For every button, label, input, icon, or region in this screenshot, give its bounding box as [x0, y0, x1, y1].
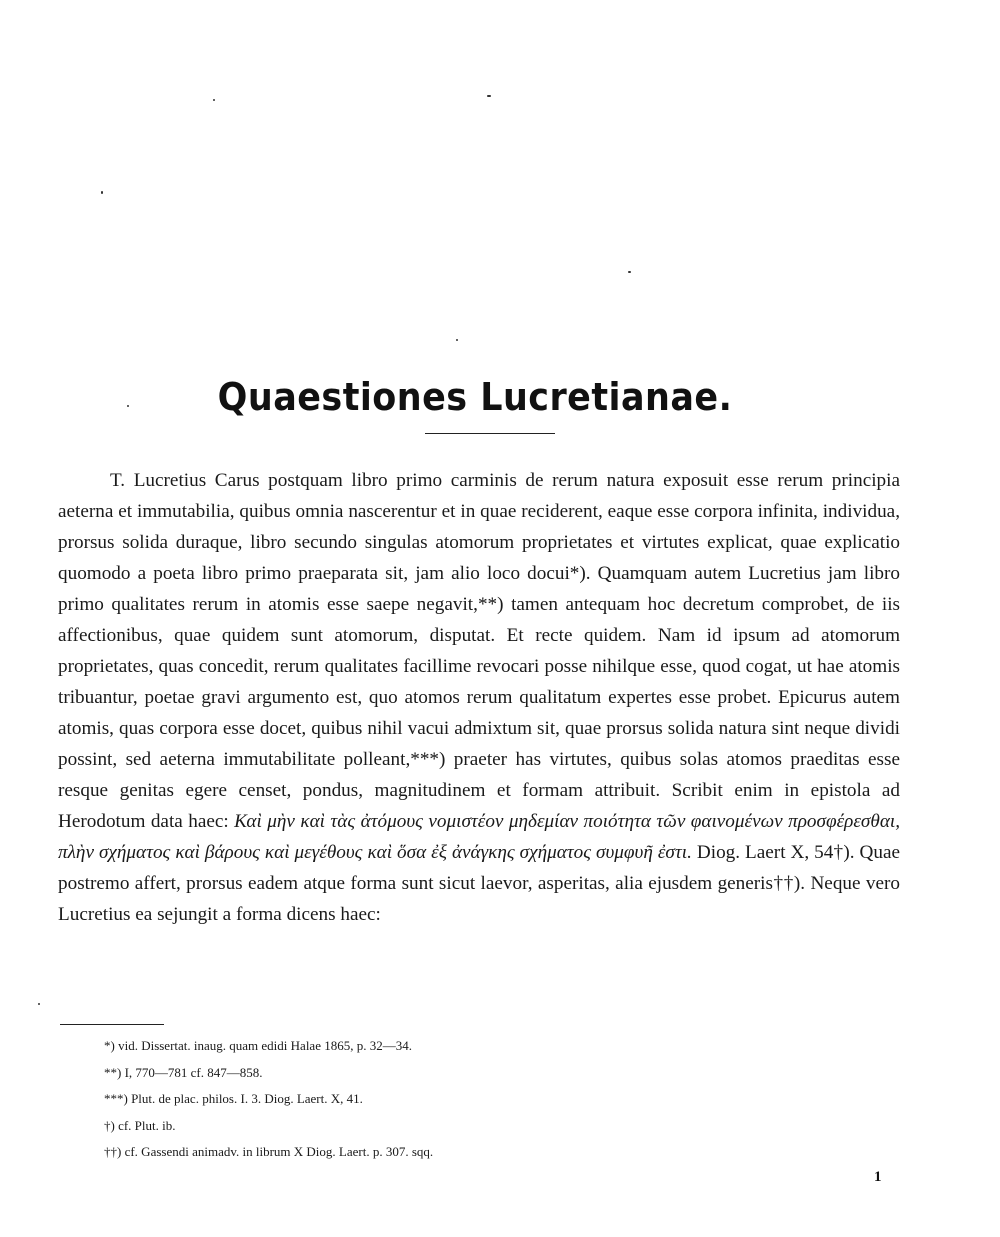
- scan-speck: [456, 339, 458, 341]
- footnote-divider: [60, 1024, 164, 1025]
- main-text: [58, 465, 900, 930]
- scan-speck: [487, 95, 491, 97]
- footnote: ††) cf. Gassendi animadv. in librum X Diog. Laert. p. 307. sqq.: [104, 1144, 434, 1159]
- paragraph-text: T. Lucretius Carus postquam libro primo carminis de rerum natura exposuit esse rerum principia aeterna et immutabilia, quibus omnia nascerentur et in quae reciderent, eaque esse corpora infinita, individua, prorsus solida duraque, libro secundo singulas atomorum proprietates et virtutes explicat, quae explicatio quomodo a poeta libro primo praeparata sit, jam alio loco docui*). Quamquam autem Lucretius jam libro primo qualitates rerum in atomis esse saepe negavit,**) tamen antequam hoc decretum comprobet, de iis affectionibus, quae quidem sunt atomorum, disputat. Et recte quidem. Nam id ipsum ad atomorum proprietates, quas concedit, rerum qualitates facillime revocari posse nihilque esse, quod cogat, ut hae atomis tribuantur, poetae gravi argumento est, quo atomos rerum qualitatum expertes esse probet. Epicurus autem atomis, quas corpora esse docet, quibus nihil vacui admixtum sit, quae prorsus solida natura sint neque dividi possint, sed aeterna immutabilitate polleant,***) praeter has virtutes, quibus solas atomos praeditas esse resque genitas egere censet, pondus, magnitudinem et formam attribuit. Scribit enim in epistola ad Herodotum data haec:: [58, 470, 900, 832]
- footnote: †) cf. Plut. ib.: [104, 1117, 176, 1133]
- paragraph: [58, 465, 900, 930]
- page-number: 1: [874, 1169, 882, 1185]
- footnote: *) vid. Dissertat. inaug. quam edidi Halae 1865, p. 32—34.: [104, 1038, 412, 1053]
- footnotes: [104, 1033, 804, 1166]
- paragraph-text-end: Diog. Laert X, 54†). Quae postremo affert, prorsus eadem atque forma sunt sicut laevor, asperitas, alia ejusdem generis††). Neque vero Lucretius ea sejungit a forma dicens haec:: [58, 842, 900, 925]
- title-divider: [425, 433, 555, 434]
- footnote: **) I, 770—781 cf. 847—858.: [104, 1064, 263, 1080]
- page-title: Quaestiones Lucretianae.: [217, 375, 733, 420]
- footnote: ***) Plut. de plac. philos. I. 3. Diog. Laert. X, 41.: [104, 1091, 363, 1106]
- scan-speck: [38, 1003, 40, 1005]
- scan-speck: [628, 271, 631, 273]
- scan-speck: [101, 191, 103, 194]
- scan-speck: [213, 99, 215, 101]
- greek-quotation: Καὶ μὴν καὶ τὰς ἀτόμους νομιστέον μηδεμίαν ποιότητα τῶν φαινομένων προσφέρεσθαι, πλὴν σχήματος καὶ βάρους καὶ μεγέθους καὶ ὅσα ἐξ ἀνάγκης σχήματος συμφυῆ ἐστι.: [58, 811, 901, 863]
